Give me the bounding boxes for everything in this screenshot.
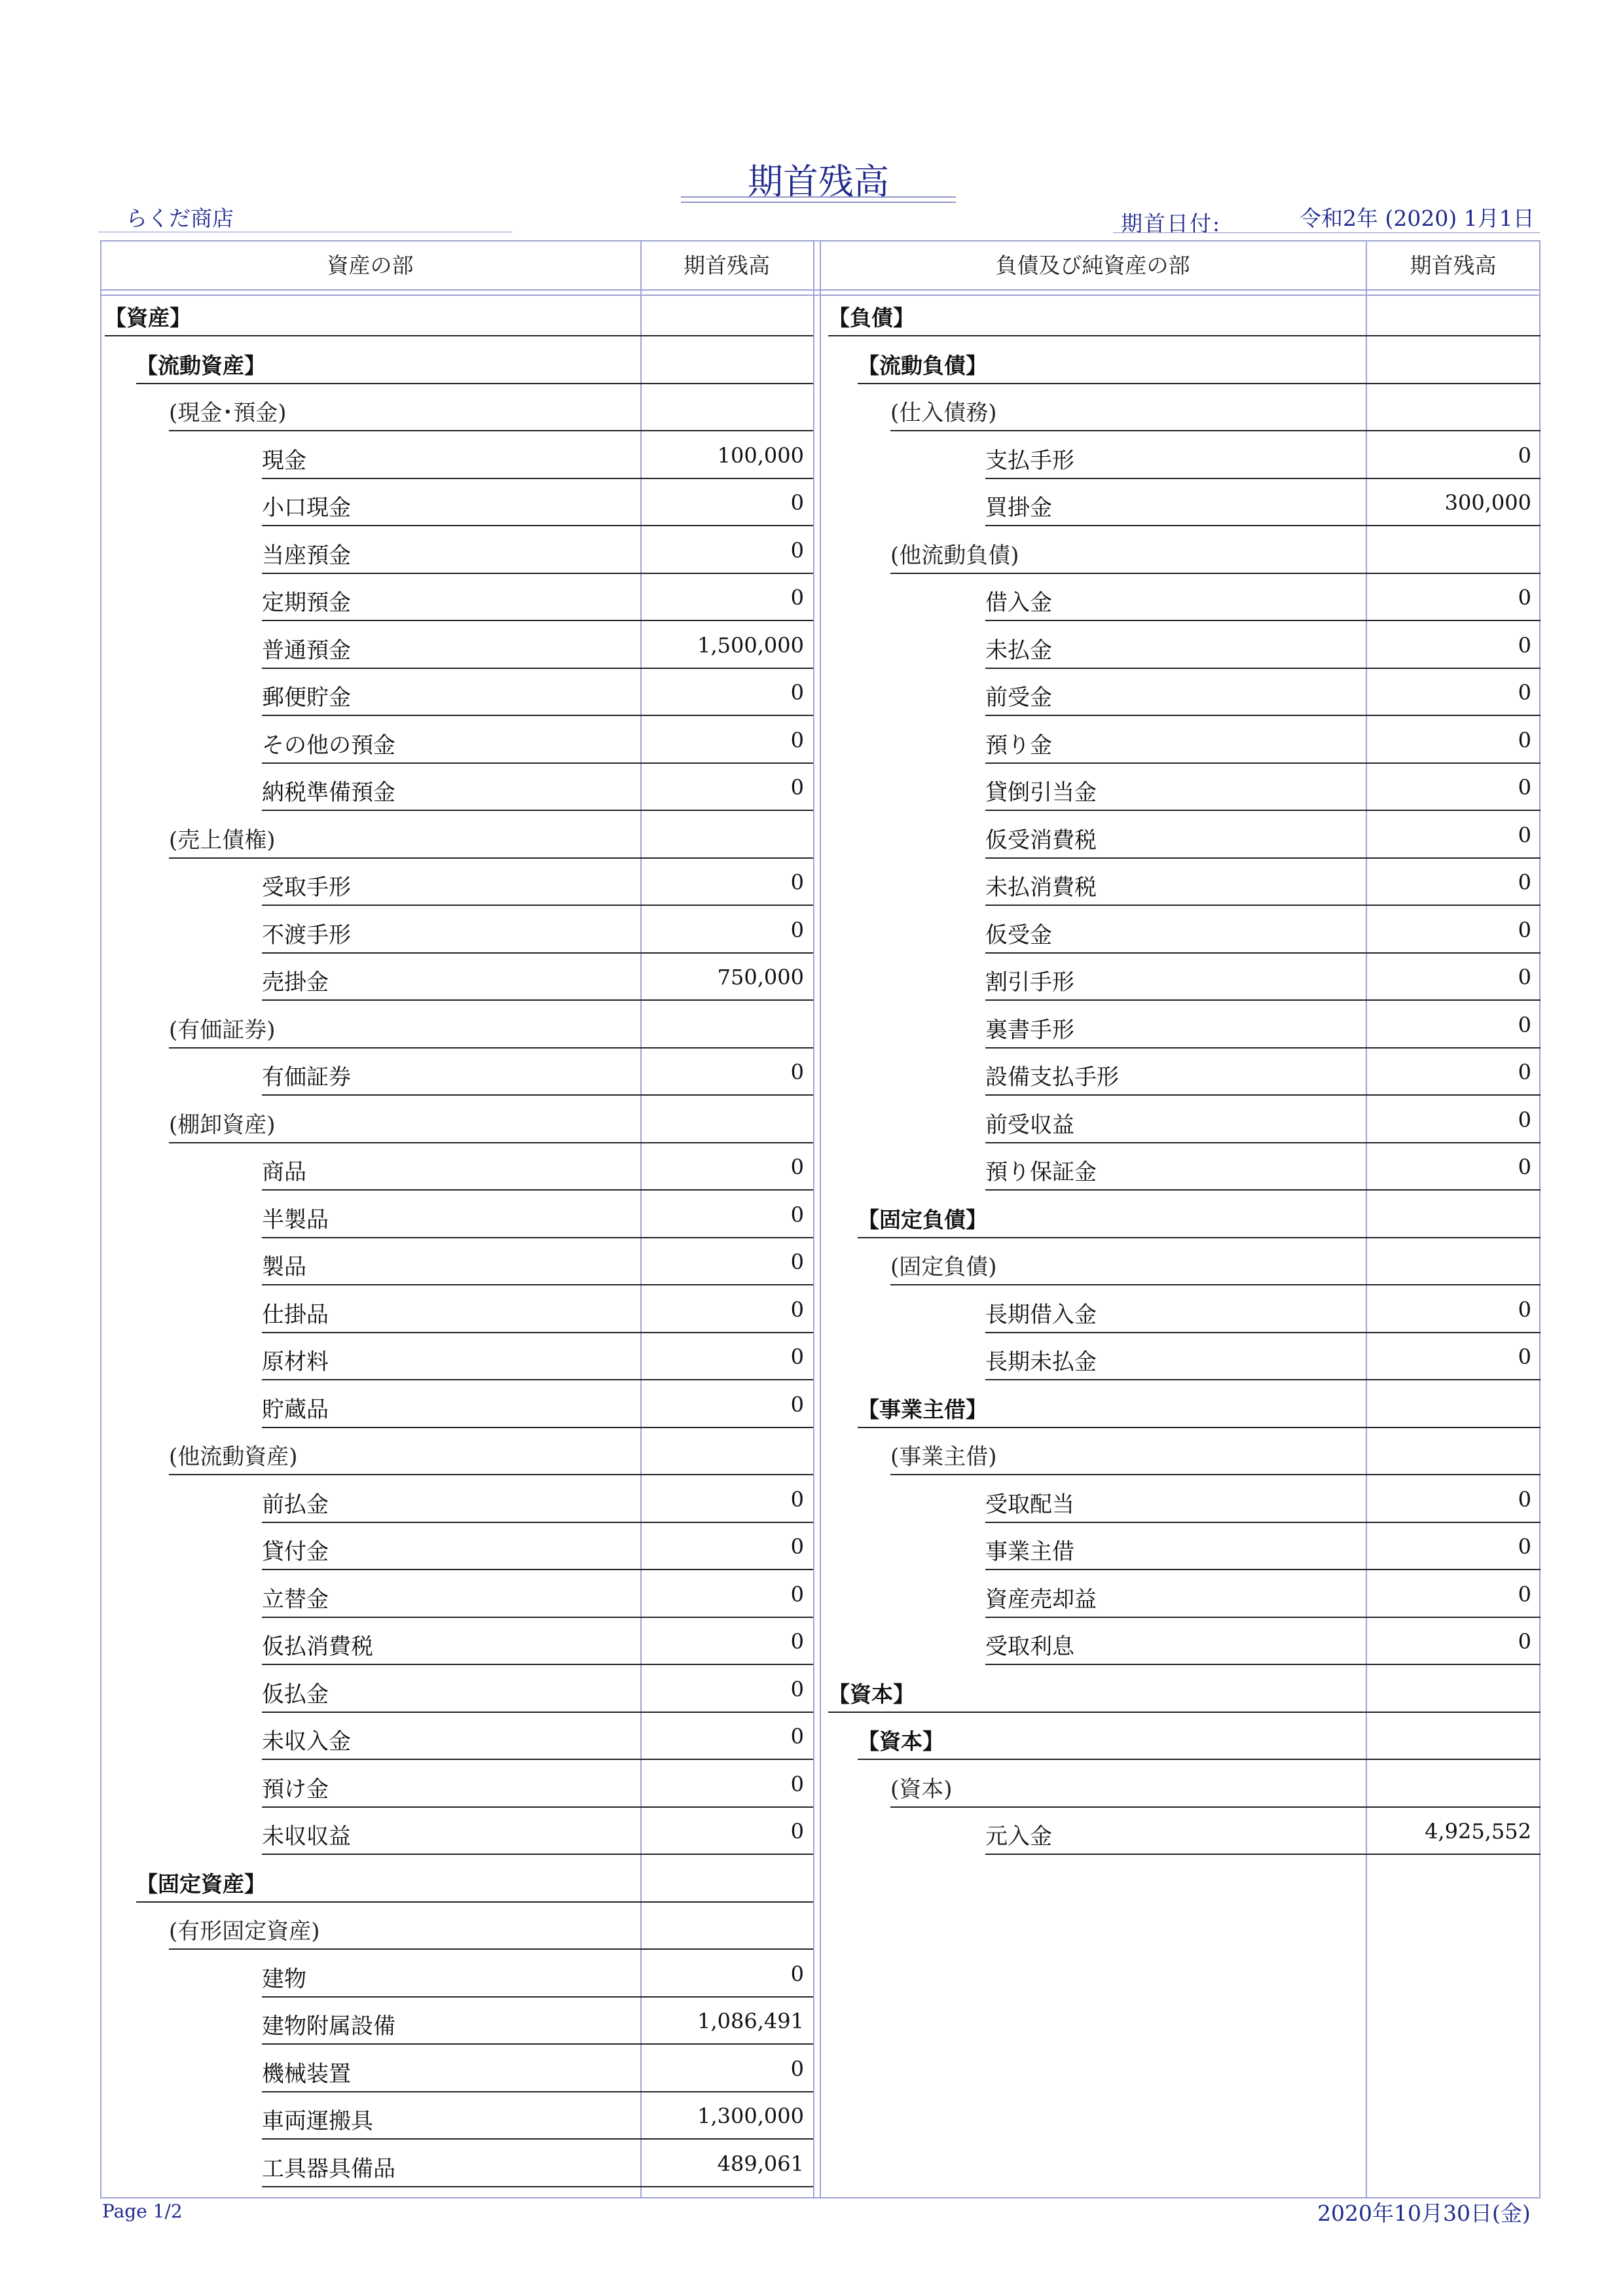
table-row [0, 1761, 1623, 1808]
table-row [0, 669, 1623, 716]
balance-value: 0 [1366, 859, 1541, 906]
balance-value: 0 [1366, 1523, 1541, 1570]
balance-value: 0 [640, 764, 813, 811]
table-row [0, 1381, 1623, 1428]
balance-value: 0 [640, 1143, 813, 1191]
account-label: 設備支払手形 [985, 1049, 1366, 1096]
table-row [0, 906, 1623, 954]
account-label: 原材料 [262, 1333, 640, 1380]
account-label: 支払手形 [985, 432, 1366, 479]
balance-value [640, 1856, 813, 1903]
table-row [0, 859, 1623, 906]
balance-value: 0 [640, 859, 813, 906]
table-row [0, 954, 1623, 1001]
account-label: 機械装置 [262, 2045, 640, 2092]
table-row [0, 1856, 1623, 1903]
account-label: 未収入金 [262, 1713, 640, 1760]
balance-value: 0 [640, 1950, 813, 1998]
balance-value: 0 [1366, 669, 1541, 716]
balance-value: 0 [1366, 432, 1541, 479]
table-row [0, 1523, 1623, 1570]
account-label: 【事業主借】 [858, 1381, 1366, 1428]
account-label: 当座預金 [262, 527, 640, 574]
page-number: Page 1/2 [102, 2200, 183, 2222]
account-label: 割引手形 [985, 954, 1366, 1001]
balance-value: 0 [1366, 1476, 1541, 1523]
table-row [0, 1998, 1623, 2045]
table-row [0, 479, 1623, 526]
balance-value: 0 [640, 2045, 813, 2092]
account-label: 【資本】 [828, 1666, 1366, 1713]
balance-value: 0 [640, 479, 813, 526]
balance-value [1366, 527, 1541, 574]
account-label: 長期未払金 [985, 1333, 1366, 1380]
account-label: 仮受消費税 [985, 812, 1366, 859]
balance-value [1366, 337, 1541, 384]
account-label: 貯蔵品 [262, 1381, 640, 1428]
account-label: 未収収益 [262, 1808, 640, 1855]
balance-value: 0 [640, 1713, 813, 1760]
table-row [0, 574, 1623, 621]
account-label: (有価証券) [169, 1001, 640, 1049]
table-row [0, 1950, 1623, 1998]
table-row [0, 1333, 1623, 1380]
account-label: 建物 [262, 1950, 640, 1998]
account-label: 車両運搬具 [262, 2092, 640, 2140]
balance-value: 0 [1366, 622, 1541, 669]
account-label: 普通預金 [262, 622, 640, 669]
table-row [0, 1808, 1623, 1855]
account-label: 前受収益 [985, 1096, 1366, 1143]
account-label: 事業主借 [985, 1523, 1366, 1570]
account-label: (事業主借) [890, 1428, 1366, 1475]
balance-value: 0 [640, 1333, 813, 1380]
account-label: (仕入債務) [890, 384, 1366, 431]
balance-value: 0 [640, 1571, 813, 1618]
table-row [0, 1001, 1623, 1049]
account-label: 仮払金 [262, 1666, 640, 1713]
table-row [0, 527, 1623, 574]
account-label: 仮受金 [985, 906, 1366, 954]
balance-value: 1,300,000 [640, 2092, 813, 2140]
table-row [0, 289, 1623, 336]
balance-value: 0 [1366, 812, 1541, 859]
balance-value [1366, 1191, 1541, 1238]
account-label: 預り金 [985, 717, 1366, 764]
account-label: 裏書手形 [985, 1001, 1366, 1049]
balance-value: 0 [640, 1761, 813, 1808]
account-label: (現金･預金) [169, 384, 640, 431]
account-label: 【固定資産】 [136, 1856, 640, 1903]
account-label: 前払金 [262, 1476, 640, 1523]
balance-value: 0 [1366, 906, 1541, 954]
balance-value: 0 [640, 1666, 813, 1713]
date-underline [1113, 232, 1540, 233]
account-label: 貸付金 [262, 1523, 640, 1570]
account-label: 【資本】 [858, 1713, 1366, 1760]
balance-value: 0 [1366, 1096, 1541, 1143]
balance-value: 0 [640, 1381, 813, 1428]
balance-value: 0 [1366, 1001, 1541, 1049]
account-label: 現金 [262, 432, 640, 479]
balance-value: 0 [1366, 717, 1541, 764]
account-label: (他流動資産) [169, 1428, 640, 1475]
balance-value [1366, 1381, 1541, 1428]
title-underline [681, 196, 956, 198]
account-label: 前受金 [985, 669, 1366, 716]
account-label: (他流動負債) [890, 527, 1366, 574]
balance-value: 0 [640, 1523, 813, 1570]
table-row [0, 1666, 1623, 1713]
table-row [0, 1191, 1623, 1238]
balance-value: 750,000 [640, 954, 813, 1001]
account-label: 預り保証金 [985, 1143, 1366, 1191]
balance-value: 1,500,000 [640, 622, 813, 669]
balance-value: 300,000 [1366, 479, 1541, 526]
account-label: (棚卸資産) [169, 1096, 640, 1143]
table-row [0, 1428, 1623, 1475]
table-row [0, 764, 1623, 811]
table-row [0, 1049, 1623, 1096]
balance-value: 0 [1366, 1571, 1541, 1618]
account-label: 買掛金 [985, 479, 1366, 526]
account-label: 未払消費税 [985, 859, 1366, 906]
table-row [0, 1096, 1623, 1143]
account-label: 仮払消費税 [262, 1618, 640, 1665]
table-row [0, 1903, 1623, 1950]
date-value: 令和2年 (2020) 1月1日 [1300, 206, 1535, 231]
account-label: 定期預金 [262, 574, 640, 621]
header-liabilities-balance: 期首残高 [1410, 253, 1497, 278]
balance-value: 0 [1366, 1333, 1541, 1380]
header-assets: 資産の部 [327, 253, 414, 278]
balance-value [1366, 1713, 1541, 1760]
account-label: 元入金 [985, 1808, 1366, 1855]
balance-value [1366, 1428, 1541, 1475]
balance-value: 489,061 [640, 2140, 813, 2187]
account-label: その他の預金 [262, 717, 640, 764]
account-label: 建物附属設備 [262, 1998, 640, 2045]
account-label: 受取利息 [985, 1618, 1366, 1665]
table-row [0, 717, 1623, 764]
account-label: 【流動資産】 [136, 337, 640, 384]
account-label: 立替金 [262, 1571, 640, 1618]
header-assets-balance: 期首残高 [684, 253, 770, 278]
table-row [0, 1143, 1623, 1191]
balance-value [1366, 289, 1541, 336]
account-label: 受取手形 [262, 859, 640, 906]
balance-value [640, 1903, 813, 1950]
account-label: 納税準備預金 [262, 764, 640, 811]
account-label: 受取配当 [985, 1476, 1366, 1523]
balance-value [1366, 1666, 1541, 1713]
balance-value: 0 [640, 1049, 813, 1096]
account-label: 資産売却益 [985, 1571, 1366, 1618]
table-row [0, 2092, 1623, 2140]
account-label: 郵便貯金 [262, 669, 640, 716]
balance-value: 0 [1366, 1049, 1541, 1096]
account-label: 製品 [262, 1238, 640, 1285]
balance-value: 4,925,552 [1366, 1808, 1541, 1855]
account-label: 半製品 [262, 1191, 640, 1238]
account-label: 長期借入金 [985, 1286, 1366, 1333]
balance-value: 0 [1366, 764, 1541, 811]
balance-value [1366, 1238, 1541, 1285]
balance-value: 0 [640, 717, 813, 764]
balance-value: 100,000 [640, 432, 813, 479]
account-label: (有形固定資産) [169, 1903, 640, 1950]
table-row [0, 1571, 1623, 1618]
account-label: 小口現金 [262, 479, 640, 526]
table-row [0, 432, 1623, 479]
title-underline-2 [681, 202, 956, 203]
table-row [0, 1618, 1623, 1665]
account-label: 【負債】 [828, 289, 1366, 336]
account-label: 売掛金 [262, 954, 640, 1001]
balance-value: 0 [1366, 1618, 1541, 1665]
shop-name: らくだ商店 [126, 206, 234, 231]
balance-value [1366, 384, 1541, 431]
balance-value: 0 [640, 1808, 813, 1855]
account-label: 商品 [262, 1143, 640, 1191]
table-row [0, 337, 1623, 384]
account-label: 【資産】 [105, 289, 640, 336]
balance-value: 0 [640, 527, 813, 574]
account-label: 【流動負債】 [858, 337, 1366, 384]
account-label: (資本) [890, 1761, 1366, 1808]
account-label: 不渡手形 [262, 906, 640, 954]
balance-value: 0 [640, 906, 813, 954]
balance-value: 0 [1366, 954, 1541, 1001]
balance-value: 0 [640, 574, 813, 621]
balance-value: 0 [640, 1618, 813, 1665]
table-row [0, 1286, 1623, 1333]
account-label: 【固定負債】 [858, 1191, 1366, 1238]
print-date: 2020年10月30日(金) [1317, 2200, 1531, 2226]
table-row [0, 1238, 1623, 1285]
table-row [0, 812, 1623, 859]
balance-value: 0 [1366, 1143, 1541, 1191]
account-label: (固定負債) [890, 1238, 1366, 1285]
balance-value: 0 [640, 1238, 813, 1285]
balance-value: 0 [1366, 574, 1541, 621]
table-row [0, 622, 1623, 669]
table-row [0, 384, 1623, 431]
table-row [0, 1476, 1623, 1523]
balance-value: 0 [640, 1286, 813, 1333]
balance-value: 0 [640, 1191, 813, 1238]
table-row [0, 2045, 1623, 2092]
account-label: 有価証券 [262, 1049, 640, 1096]
document-title: 期首残高 [748, 161, 889, 202]
account-label: 工具器具備品 [262, 2140, 640, 2187]
account-label: (売上債権) [169, 812, 640, 859]
balance-value: 0 [640, 669, 813, 716]
balance-value [1366, 1761, 1541, 1808]
header-liabilities: 負債及び純資産の部 [995, 253, 1190, 278]
balance-value: 0 [640, 1476, 813, 1523]
account-label: 未払金 [985, 622, 1366, 669]
account-label: 預け金 [262, 1761, 640, 1808]
table-row [0, 1713, 1623, 1760]
account-label: 仕掛品 [262, 1286, 640, 1333]
balance-value: 1,086,491 [640, 1998, 813, 2045]
balance-value: 0 [1366, 1286, 1541, 1333]
account-label: 借入金 [985, 574, 1366, 621]
table-row [0, 2140, 1623, 2187]
account-label: 貸倒引当金 [985, 764, 1366, 811]
date-label: 期首日付: [1121, 211, 1222, 236]
